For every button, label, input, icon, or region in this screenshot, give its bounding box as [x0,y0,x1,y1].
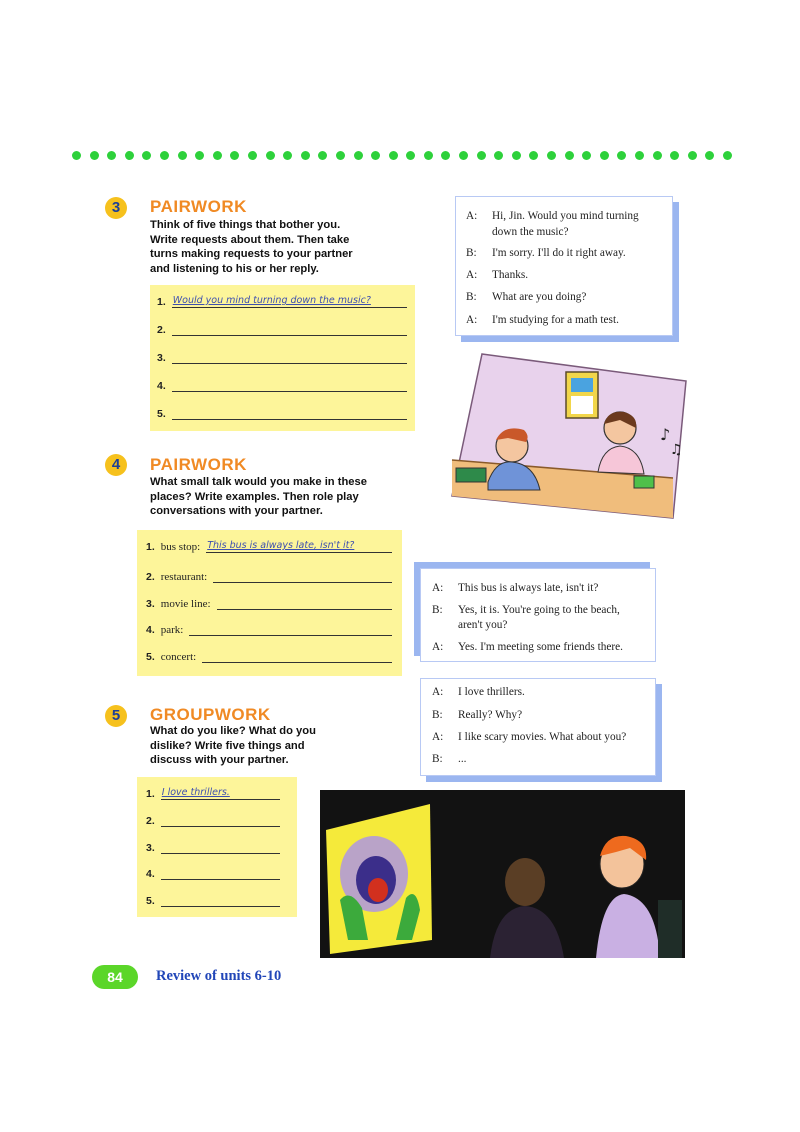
instruction-line: conversations with your partner. [150,505,323,517]
dialogue-line [432,751,466,767]
line-number: 3. [146,598,155,610]
dialogue-text: Really? Why? [458,709,523,721]
divider-dot [90,151,99,160]
divider-dot [213,151,222,160]
line-number: 1. [146,788,155,800]
divider-dot [512,151,521,160]
place-label: movie line: [160,598,211,610]
line-number: 1. [157,296,166,308]
instruction-line: and listening to his or her reply. [150,262,319,275]
answer-field[interactable] [172,322,407,336]
divider-dot [723,151,732,160]
instruction-line: places? Write examples. Then role play [150,490,359,503]
place-label: park: [160,624,184,636]
divider-dot [494,151,503,160]
answer-line-1 [146,786,280,800]
answer-field[interactable] [161,840,280,854]
divider-dot [354,151,363,160]
dialogue-text: Hi, Jin. Would you mind turning [492,210,639,222]
divider-dot [529,151,538,160]
speaker: A: [466,314,478,326]
section-5-title: GROUPWORK [150,705,271,724]
answer-line-4 [157,378,407,392]
svg-text:♪: ♪ [660,425,671,444]
dialogue-text: I'm studying for a math test. [492,314,619,326]
line-number: 4. [146,624,155,636]
divider-dot [107,151,116,160]
dotted-divider [72,151,732,163]
dialogue-line [466,245,626,261]
dialogue-text: I'm sorry. I'll do it right away. [492,247,626,259]
footer-title: Review of units 6-10 [156,968,282,984]
speaker: A: [432,731,444,743]
answer-field[interactable] [161,866,280,880]
speaker: B: [466,291,477,303]
divider-dot [336,151,345,160]
answer-line-3 [157,350,407,364]
divider-dot [670,151,679,160]
divider-dot [142,151,151,160]
answer-field[interactable] [172,406,407,420]
instruction-line: dislike? Write five things and [150,739,305,752]
divider-dot [617,151,626,160]
divider-dot [653,151,662,160]
instruction-line: discuss with your partner. [150,754,289,766]
answer-line-3 [146,840,280,854]
page-number-badge: 84 [92,965,138,989]
place-label: restaurant: [160,571,208,583]
answer-field[interactable] [202,649,392,663]
dialogue-line [432,729,626,745]
divider-dot [565,151,574,160]
speaker: B: [432,709,443,721]
divider-dot [688,151,697,160]
divider-dot [459,151,468,160]
answer-field[interactable] [213,569,392,583]
dialogue-text: Yes. I'm meeting some friends there. [458,641,623,653]
answer-line-1 [146,539,392,553]
divider-dot [477,151,486,160]
divider-dot [441,151,450,160]
dialogue-line [432,617,507,633]
dialogue-text: down the music? [492,226,569,238]
speaker: A: [432,686,444,698]
answer-field[interactable] [161,813,280,827]
place-label: concert: [160,651,197,663]
line-number: 2. [157,324,166,336]
section-4-instructions [150,475,367,519]
divider-dot [635,151,644,160]
movie-theater-illustration [320,790,685,958]
divider-dot [424,151,433,160]
divider-dot [389,151,398,160]
dialogue-text: ... [458,753,467,765]
instruction-line: turns making requests to your partner [150,248,353,260]
answer-field[interactable]: I love thrillers. [161,786,280,800]
section-3-title: PAIRWORK [150,197,247,216]
divider-dot [178,151,187,160]
answer-field[interactable] [217,596,392,610]
speaker: A: [432,582,444,594]
line-number: 2. [146,815,155,827]
answer-field[interactable] [161,893,280,907]
line-number: 4. [157,380,166,392]
divider-dot [266,151,275,160]
answer-line-5 [146,649,392,663]
divider-dot [705,151,714,160]
section-5-instructions [150,724,316,768]
instruction-line: Think of five things that bother you. [150,219,341,231]
answer-line-5 [157,406,407,420]
answer-line-2 [157,322,407,336]
dialogue-text: What are you doing? [492,291,587,303]
divider-dot [160,151,169,160]
answer-line-4 [146,866,280,880]
line-number: 5. [146,651,155,663]
speaker: B: [432,604,443,616]
divider-dot [72,151,81,160]
dialogue-text: I love thrillers. [458,686,525,698]
instruction-line: Write requests about them. Then take [150,233,350,246]
answer-field[interactable] [172,378,407,392]
divider-dot [600,151,609,160]
speaker: B: [432,753,443,765]
answer-field[interactable] [172,350,407,364]
line-number: 3. [157,352,166,364]
place-label: bus stop: [160,541,201,553]
dialogue-line [466,267,528,283]
dialogue-line [466,208,639,224]
line-number: 5. [157,408,166,420]
dialogue-line [466,224,569,240]
studying-boys-illustration [448,350,690,522]
section-4-number: 4 [105,454,127,476]
line-number: 3. [146,842,155,854]
answer-line-2 [146,813,280,827]
speaker: A: [466,269,478,281]
dialogue-line [466,289,586,305]
answer-line-1 [157,294,407,308]
dialogue-line [432,639,623,655]
dialogue-text: This bus is always late, isn't it? [458,582,599,594]
dialogue-text: aren't you? [458,619,508,631]
dialogue-text: Thanks. [492,269,529,281]
line-number: 2. [146,571,155,583]
divider-dot [371,151,380,160]
section-3-number: 3 [105,197,127,219]
dialogue-line [432,707,522,723]
divider-dot [248,151,257,160]
instruction-line: What small talk would you make in these [150,476,367,488]
dialogue-text: I like scary movies. What about you? [458,731,627,743]
answer-line-4 [146,622,392,636]
dialogue-line [432,602,620,618]
svg-text:♫: ♫ [670,442,683,458]
divider-dot [283,151,292,160]
section-3-instructions [150,218,353,276]
divider-dot [582,151,591,160]
divider-dot [230,151,239,160]
divider-dot [301,151,310,160]
answer-field[interactable] [189,622,392,636]
answer-line-3 [146,596,392,610]
dialogue-text: Yes, it is. You're going to the beach, [458,604,620,616]
answer-line-2 [146,569,392,583]
dialogue-line [432,684,525,700]
dialogue-line [466,312,619,328]
line-number: 1. [146,541,155,553]
divider-dot [318,151,327,160]
line-number: 4. [146,868,155,880]
dialogue-line [432,580,598,596]
divider-dot [406,151,415,160]
answer-field[interactable]: Would you mind turning down the music? [172,294,407,308]
answer-field[interactable]: This bus is always late, isn't it? [206,539,392,553]
instruction-line: What do you like? What do you [150,725,316,737]
answer-line-5 [146,893,280,907]
divider-dot [195,151,204,160]
section-5-number: 5 [105,705,127,727]
speaker: B: [466,247,477,259]
divider-dot [125,151,134,160]
speaker: A: [466,210,478,222]
speaker: A: [432,641,444,653]
section-4-title: PAIRWORK [150,455,247,474]
divider-dot [547,151,556,160]
line-number: 5. [146,895,155,907]
